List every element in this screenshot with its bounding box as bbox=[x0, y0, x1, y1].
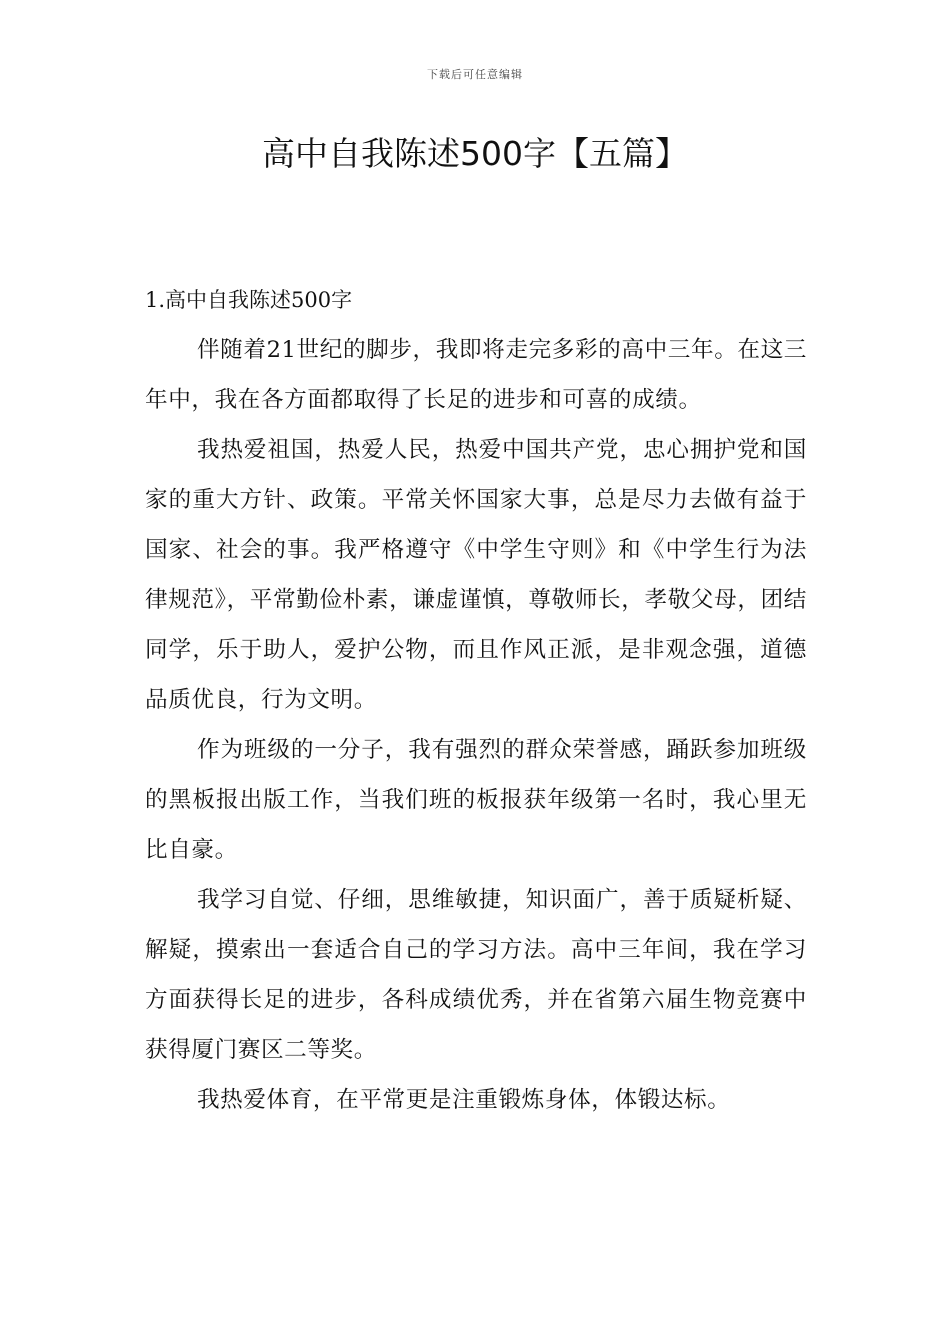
paragraph-1: 伴随着21世纪的脚步，我即将走完多彩的高中三年。在这三年中，我在各方面都取得了长足的进步和可喜的成绩。 bbox=[145, 337, 807, 413]
paragraph-5: 我热爱体育，在平常更是注重锻炼身体，体锻达标。 bbox=[196, 1087, 731, 1113]
document-body bbox=[145, 275, 807, 1125]
paragraph-2: 我热爱祖国，热爱人民，热爱中国共产党，忠心拥护党和国家的重大方针、政策。平常关怀国家大事，总是尽力去做有益于国家、社会的事。我严格遵守《中学生守则》和《中学生行为法律规范》，平常勤俭朴素，谦虚谨慎，尊敬师长，孝敬父母，团结同学，乐于助人，爱护公物，而且作风正派，是非观念强，道德品质优良，行为文明。 bbox=[145, 437, 807, 713]
paragraph-4: 我学习自觉、仔细，思维敏捷，知识面广，善于质疑析疑、解疑，摸索出一套适合自己的学习方法。高中三年间，我在学习方面获得长足的进步，各科成绩优秀，并在省第六届生物竞赛中获得厦门赛区二等奖。 bbox=[145, 887, 807, 1063]
document-title: 高中自我陈述500字【五篇】 bbox=[262, 134, 688, 173]
paragraph-3: 作为班级的一分子，我有强烈的群众荣誉感，踊跃参加班级的黑板报出版工作，当我们班的板报获年级第一名时，我心里无比自豪。 bbox=[145, 737, 807, 863]
header-note: 下载后可任意编辑 bbox=[427, 68, 523, 81]
section-heading: 1.高中自我陈述500字 bbox=[145, 288, 353, 312]
